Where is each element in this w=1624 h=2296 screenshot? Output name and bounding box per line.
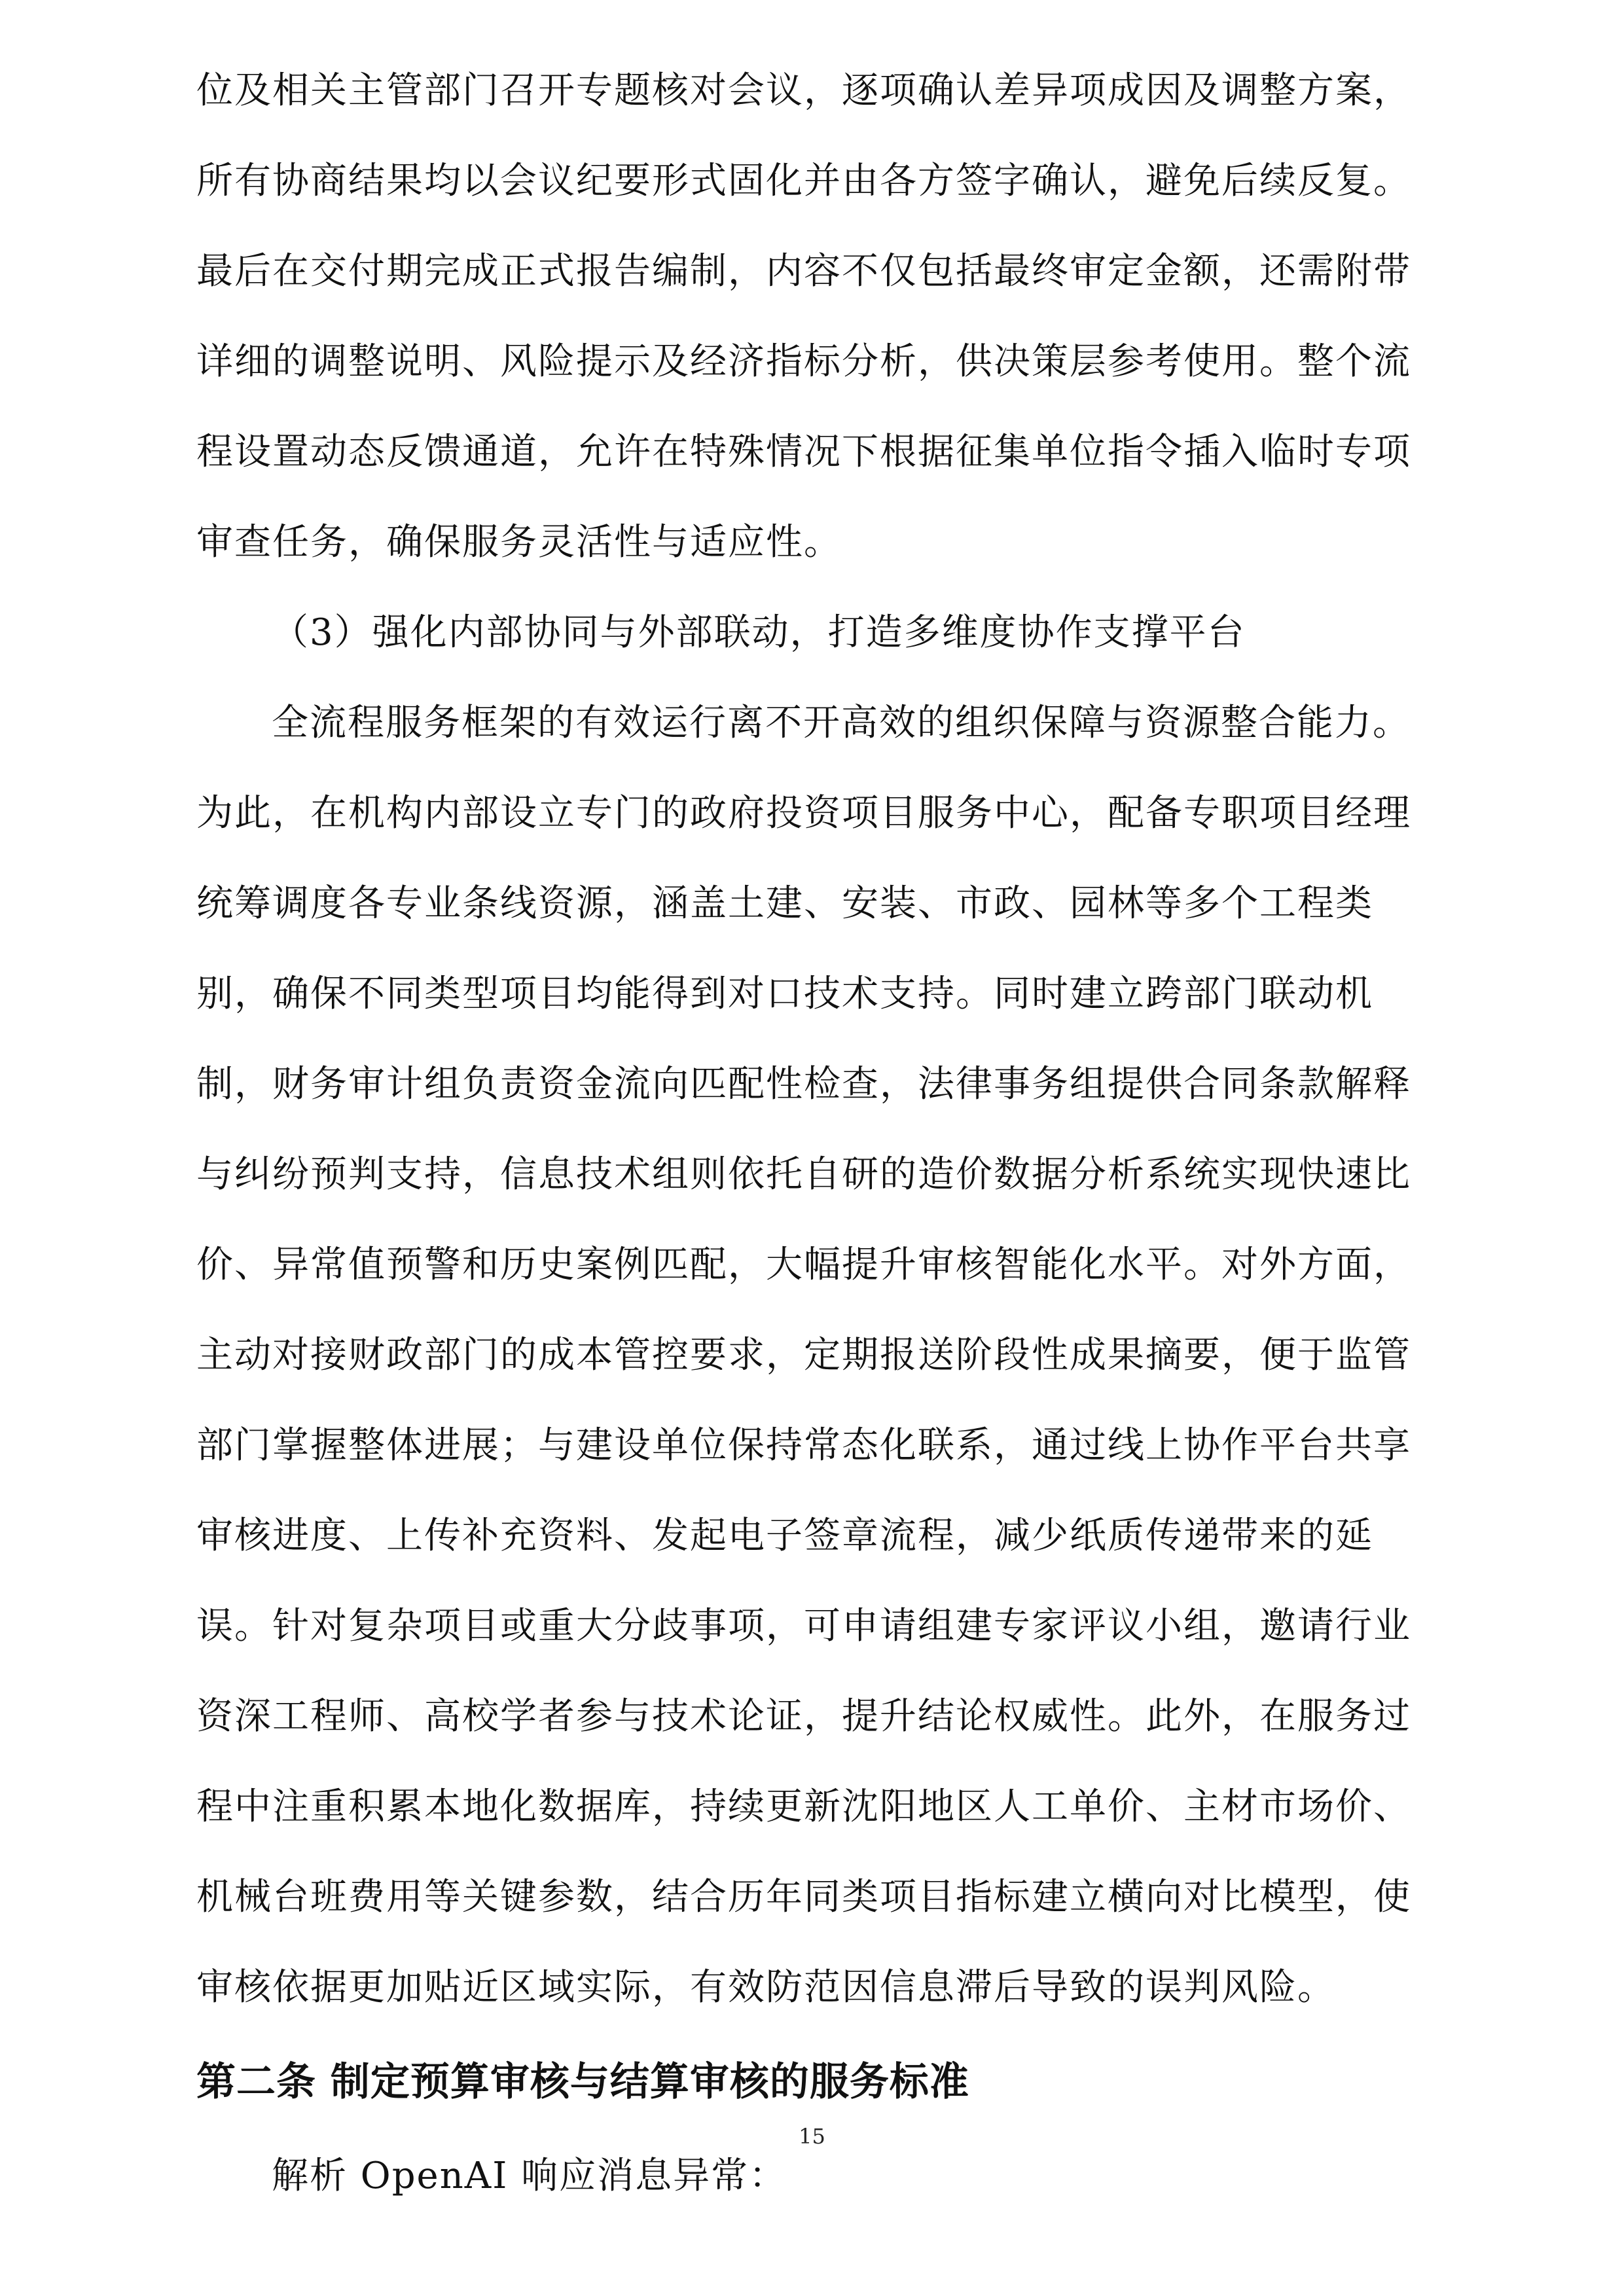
body-line: 制，财务审计组负责资金流向匹配性检查，法律事务组提供合同条款解释: [196, 1063, 1411, 1105]
paragraph-lines: [196, 46, 1427, 2033]
body-line: 详细的调整说明、风险提示及经济指标分析，供决策层参考使用。整个流: [196, 340, 1411, 383]
body-line: 部门掌握整体进展；与建设单位保持常态化联系，通过线上协作平台共享: [196, 1424, 1411, 1467]
body-line: 全流程服务框架的有效运行离不开高效的组织保障与资源整合能力。: [272, 702, 1411, 744]
body-line-after-heading: 解析 OpenAI 响应消息异常：: [272, 2155, 787, 2197]
body-line: 位及相关主管部门召开专题核对会议，逐项确认差异项成因及调整方案，: [196, 69, 1411, 112]
body-line: 审查任务，确保服务灵活性与适应性。: [196, 521, 842, 564]
body-line: 最后在交付期完成正式报告编制，内容不仅包括最终审定金额，还需附带: [196, 250, 1411, 293]
body-line: （3）强化内部协同与外部联动，打造多维度协作支撑平台: [272, 611, 1246, 654]
body-line: 机械台班费用等关键参数，结合历年同类项目指标建立横向对比模型，使: [196, 1876, 1411, 1918]
body-line: 统筹调度各专业条线资源，涵盖土建、安装、市政、园林等多个工程类: [196, 882, 1373, 925]
body-line: 所有协商结果均以会议纪要形式固化并由各方签字确认，避免后续反复。: [196, 160, 1411, 202]
body-line: 别，确保不同类型项目均能得到对口技术支持。同时建立跨部门联动机: [196, 973, 1373, 1015]
body-line: 主动对接财政部门的成本管控要求，定期报送阶段性成果摘要，便于监管: [196, 1334, 1411, 1376]
body-line: 程中注重积累本地化数据库，持续更新沈阳地区人工单价、主材市场价、: [196, 1785, 1411, 1828]
body-line: 价、异常值预警和历史案例匹配，大幅提升审核智能化水平。对外方面，: [196, 1244, 1411, 1286]
body-line: 资深工程师、高校学者参与技术论证，提升结论权威性。此外，在服务过: [196, 1695, 1411, 1738]
section-heading: 第二条 制定预算审核与结算审核的服务标准: [196, 2059, 969, 2105]
page-number: 15: [799, 2124, 825, 2149]
body-line: 审核依据更加贴近区域实际，有效防范因信息滞后导致的误判风险。: [196, 1966, 1335, 2009]
body-line: 误。针对复杂项目或重大分歧事项，可申请组建专家评议小组，邀请行业: [196, 1605, 1411, 1647]
body-line: 与纠纷预判支持，信息技术组则依托自研的造价数据分析系统实现快速比: [196, 1153, 1411, 1196]
body-text: [196, 46, 1427, 2221]
body-line: 为此，在机构内部设立专门的政府投资项目服务中心，配备专职项目经理: [196, 792, 1411, 834]
body-line: 审核进度、上传补充资料、发起电子签章流程，减少纸质传递带来的延: [196, 1515, 1373, 1557]
body-line: 程设置动态反馈通道，允许在特殊情况下根据征集单位指令插入临时专项: [196, 431, 1411, 473]
